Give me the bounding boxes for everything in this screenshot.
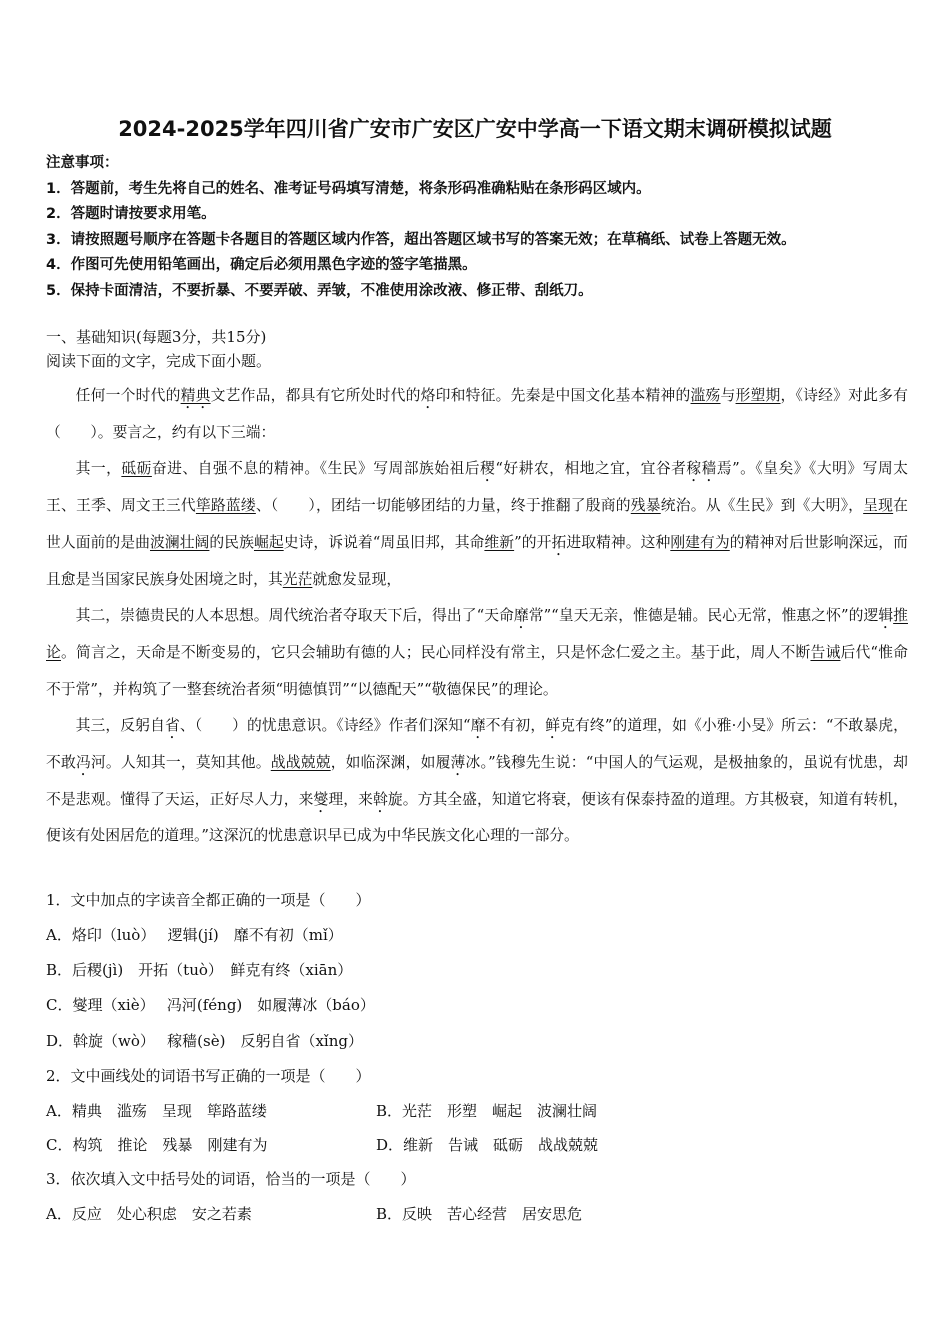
question-3-option-a[interactable]: A．反应 处心积虑 安之若素	[46, 1205, 252, 1223]
question-2-option-a[interactable]: A．精典 滥殇 呈现 筚路蓝缕	[46, 1102, 267, 1120]
notes-item: 3．请按照题号顺序在答题卡各题目的答题区域内作答，超出答题区域书写的答案无效；在草稿纸、试卷上答题无效。	[46, 231, 796, 248]
question-3-stem: 3．依次填入文中括号处的词语，恰当的一项是（ ）	[46, 1170, 416, 1188]
notes-item: 2．答题时请按要求用笔。	[46, 206, 216, 222]
question-2-option-b[interactable]: B．光茫 形塑 崛起 波澜壮阔	[376, 1102, 598, 1120]
passage-paragraph-1: 任何一个时代的精典文艺作品，都具有它所处时代的烙印和特征。先秦是中国文化基本精神的滥殇与形塑期，《诗经》对此多有（ ）。要言之，约有以下三端：	[46, 387, 908, 441]
question-1-option-a[interactable]: A．烙印（luò） 逻辑(jí) 靡不有初（mǐ）	[46, 926, 343, 944]
question-2-option-d[interactable]: D．维新 告诫 砥砺 战战兢兢	[376, 1136, 599, 1154]
passage-paragraph-2: 其一，砥砺奋进、自强不息的精神。《生民》写周部族始祖后稷“好耕农，相地之宜，宜谷者稼穑焉”。《皇矣》《大明》写周太王、王季、周文王三代筚路蓝缕、（ ），团结一切能够团结的力量，终于推翻了殷商的残暴统治。从《生民》到《大明》，呈现在世人面前的是曲波澜壮阔的民族崛起史诗，诉说着“周虽旧邦，其命维新”的开拓进取精神。这种刚建有为的精神对后世影响深远，而且愈是当国家民族身处困境之时，其光茫就愈发显现，	[46, 460, 908, 588]
passage-paragraph-3: 其二，崇德贵民的人本思想。周代统治者夺取天下后，得出了“天命靡常”“皇天无亲，惟德是辅。民心无常，惟惠之怀”的逻辑推论。简言之，天命是不断变易的，它只会辅助有德的人；民心同样没有常主，只是怀念仁爱之主。基于此，周人不断告诫后代“惟命不于常”，并构筑了一整套统治者须“明德慎罚”“以德配天”“敬德保民”的理论。	[46, 607, 908, 698]
question-2-option-c[interactable]: C．构筑 推论 残暴 刚建有为	[46, 1136, 268, 1154]
question-1-stem: 1．文中加点的字读音全都正确的一项是（ ）	[46, 891, 371, 909]
notes-item: 5．保持卡面清洁，不要折暴、不要弄破、弄皱，不准使用涂改液、修正带、刮纸刀。	[46, 282, 593, 299]
notes-block	[46, 151, 916, 304]
notes-item: 4．作图可先使用铅笔画出，确定后必须用黑色字迹的签字笔描黑。	[46, 257, 477, 273]
question-2-stem: 2．文中画线处的词语书写正确的一项是（ ）	[46, 1067, 371, 1085]
section-heading: 一、基础知识(每题3分，共15分)	[46, 328, 267, 346]
question-3-option-b[interactable]: B．反映 苦心经营 居安思危	[376, 1205, 583, 1223]
exam-title: 2024-2025学年四川省广安市广安区广安中学高一下语文期末调研模拟试题	[118, 117, 832, 141]
notes-heading: 注意事项：	[46, 155, 119, 171]
notes-item: 1．答题前，考生先将自己的姓名、准考证号码填写清楚，将条形码准确粘贴在条形码区域内。	[46, 180, 651, 197]
question-1-option-d[interactable]: D．斡旋（wò） 稼穑(sè) 反躬自省（xǐng）	[46, 1032, 363, 1050]
question-1-option-b[interactable]: B．后稷(jì) 开拓（tuò） 鲜克有终（xiān）	[46, 961, 353, 979]
question-1-option-c[interactable]: C．燮理（xiè） 冯河(féng) 如履薄冰（báo）	[46, 996, 375, 1014]
section-intro: 阅读下面的文字，完成下面小题。	[46, 352, 272, 370]
passage-paragraph-4: 其三，反躬自省、（ ）的忧患意识。《诗经》作者们深知“靡不有初，鲜克有终”的道理，如《小雅·小旻》所云：“不敢暴虎，不敢冯河。人知其一，莫知其他。战战兢兢，如临深渊，如履薄冰。”钱穆先生说：“中国人的气运观，是极抽象的，虽说有忧患，却不是悲观。懂得了天运，正好尽人力，来燮理，来斡旋。方其全盛，知道它将衰，便该有保泰持盈的道理。方其极衰，知道有转机，便该有处困居危的道理。”这深沉的忧患意识早已成为中华民族文化心理的一部分。	[46, 717, 908, 845]
reading-passage	[46, 378, 908, 855]
